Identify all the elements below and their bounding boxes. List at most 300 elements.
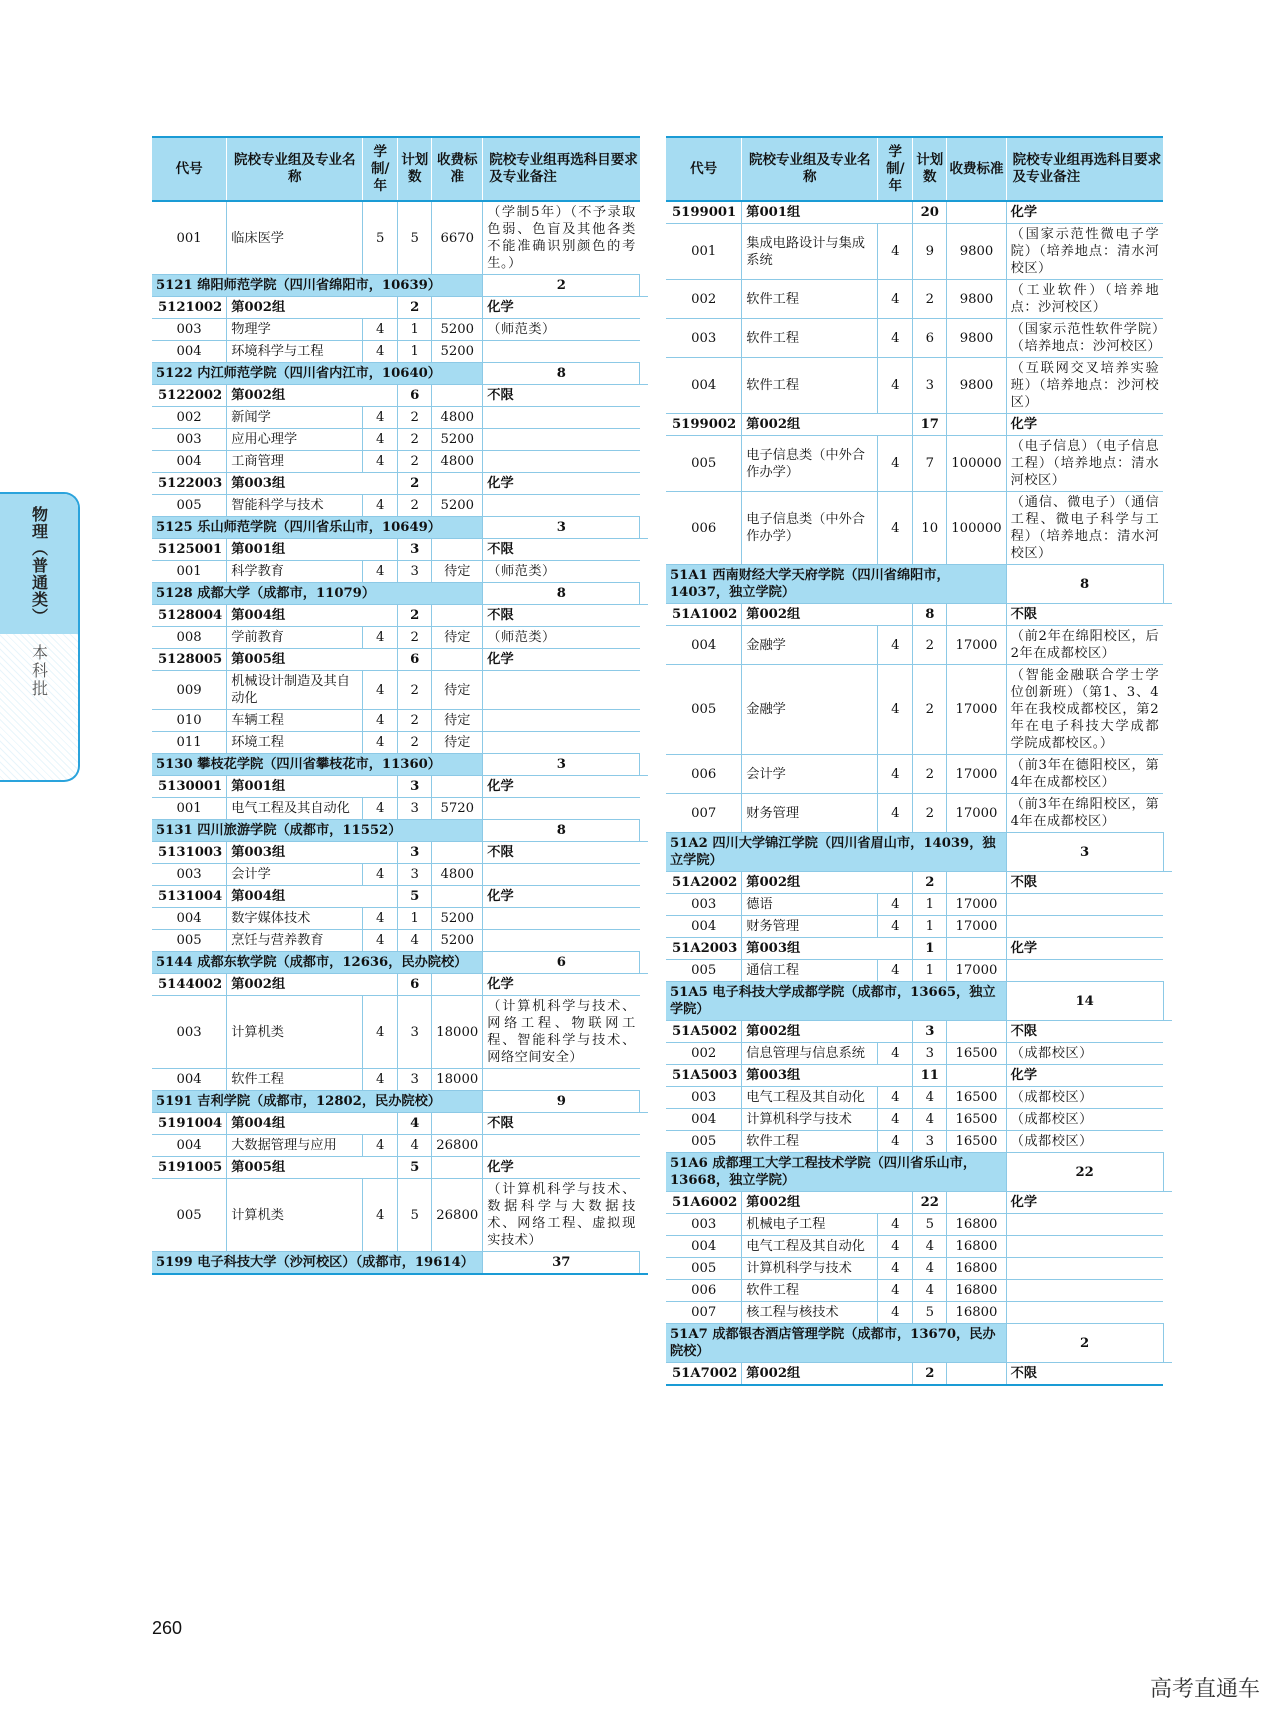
fee-cell <box>947 1065 1006 1087</box>
years-cell: 4 <box>363 1135 398 1157</box>
subject-requirement: 不限 <box>483 539 640 561</box>
major-code: 006 <box>666 492 742 565</box>
years-cell: 4 <box>878 224 913 280</box>
years-cell: 4 <box>363 732 398 754</box>
fee-cell <box>432 539 483 561</box>
years-cell: 4 <box>363 798 398 820</box>
major-code: 010 <box>152 710 227 732</box>
subject-requirement: 不限 <box>1006 1363 1163 1386</box>
header-notes: 院校专业组再选科目要求及专业备注 <box>483 137 640 201</box>
notes-cell: （师范类） <box>483 627 640 649</box>
fee-cell: 5720 <box>432 798 483 820</box>
fee-cell: 5200 <box>432 319 483 341</box>
major-code: 002 <box>666 1043 742 1065</box>
major-code: 008 <box>152 627 227 649</box>
group-code: 5191004 <box>152 1113 227 1135</box>
major-row <box>666 1087 1172 1109</box>
notes-cell <box>1163 565 1172 604</box>
major-row <box>152 671 648 710</box>
notes-cell <box>640 583 649 605</box>
plan-count: 6 <box>913 319 947 358</box>
notes-cell <box>483 429 640 451</box>
subject-requirement: 化学 <box>1006 201 1163 224</box>
years-cell: 4 <box>878 916 913 938</box>
fee-cell: 16500 <box>947 1109 1006 1131</box>
group-row <box>666 414 1172 436</box>
notes-cell: （国家示范性微电子学院）（培养地点：清水河校区） <box>1006 224 1163 280</box>
fee-cell: 18000 <box>432 1069 483 1091</box>
group-row <box>152 649 648 671</box>
notes-cell <box>640 952 649 974</box>
major-name: 财务管理 <box>742 916 878 938</box>
years-cell: 4 <box>878 1302 913 1324</box>
group-row <box>666 872 1172 894</box>
fee-cell: 17000 <box>947 755 1006 794</box>
right-column <box>666 136 1172 1386</box>
fee-cell: 待定 <box>432 627 483 649</box>
major-name: 计算机类 <box>227 1179 363 1252</box>
group-row <box>152 1157 648 1179</box>
plan-count: 3 <box>483 754 640 776</box>
notes-cell: （前2年在绵阳校区，后2年在成都校区） <box>1006 626 1163 665</box>
plan-count: 5 <box>398 1179 432 1252</box>
watermark: 高考直通车 <box>1150 1677 1261 1702</box>
group-name: 第003组 <box>227 473 398 495</box>
group-row <box>666 201 1172 224</box>
major-code: 002 <box>666 280 742 319</box>
notes-cell: （计算机科学与技术、数据科学与大数据技术、网络工程、虚拟现实技术） <box>483 1179 640 1252</box>
major-code: 001 <box>152 561 227 583</box>
plan-count: 5 <box>398 201 432 275</box>
group-code: 51A5002 <box>666 1021 742 1043</box>
group-name: 第002组 <box>742 1192 913 1214</box>
fee-cell: 26800 <box>432 1135 483 1157</box>
major-row <box>666 1258 1172 1280</box>
notes-cell <box>1163 833 1172 872</box>
group-code: 5125001 <box>152 539 227 561</box>
major-code: 003 <box>152 864 227 886</box>
years-cell: 4 <box>878 1109 913 1131</box>
major-name: 软件工程 <box>742 1131 878 1153</box>
fee-cell: 4800 <box>432 451 483 473</box>
fee-cell: 16800 <box>947 1214 1006 1236</box>
years-cell: 4 <box>363 996 398 1069</box>
header-code: 代号 <box>666 137 742 201</box>
group-name: 第003组 <box>742 1065 913 1087</box>
years-cell: 4 <box>363 1069 398 1091</box>
group-row <box>666 604 1172 626</box>
major-row <box>152 710 648 732</box>
group-name: 第005组 <box>227 1157 398 1179</box>
major-code: 005 <box>666 1258 742 1280</box>
institution-name: 5131 四川旅游学院（成都市，11552） <box>152 820 483 842</box>
years-cell: 4 <box>363 864 398 886</box>
table-body-left <box>152 201 648 1274</box>
plan-count: 2 <box>913 794 947 833</box>
admission-table-left <box>152 136 648 1275</box>
fee-cell <box>432 297 483 319</box>
subject-requirement: 化学 <box>483 297 640 319</box>
notes-cell <box>1006 1258 1163 1280</box>
notes-cell: （前3年在绵阳校区，第4年在成都校区） <box>1006 794 1163 833</box>
major-name: 电子信息类（中外合作办学） <box>742 492 878 565</box>
major-code: 004 <box>666 916 742 938</box>
major-row <box>152 1179 648 1252</box>
group-row <box>152 886 648 908</box>
plan-count: 3 <box>398 776 432 798</box>
notes-cell: （电子信息）（电子信息工程）（培养地点：清水河校区） <box>1006 436 1163 492</box>
years-cell: 4 <box>878 1280 913 1302</box>
major-code: 005 <box>152 930 227 952</box>
years-cell: 4 <box>878 1258 913 1280</box>
plan-count: 2 <box>398 473 432 495</box>
fee-cell: 17000 <box>947 626 1006 665</box>
years-cell: 4 <box>878 280 913 319</box>
group-code: 5144002 <box>152 974 227 996</box>
side-tab <box>0 492 80 782</box>
header-name: 院校专业组及专业名称 <box>227 137 363 201</box>
major-name: 会计学 <box>742 755 878 794</box>
major-code: 006 <box>666 755 742 794</box>
years-cell: 4 <box>878 960 913 982</box>
major-row <box>152 798 648 820</box>
major-row <box>666 1109 1172 1131</box>
major-code: 005 <box>666 1131 742 1153</box>
plan-count: 2 <box>398 605 432 627</box>
institution-name: 51A1 西南财经大学天府学院（四川省绵阳市，14037，独立学院） <box>666 565 1006 604</box>
plan-count: 8 <box>483 820 640 842</box>
years-cell: 4 <box>363 451 398 473</box>
notes-cell <box>483 864 640 886</box>
major-row <box>666 626 1172 665</box>
plan-count: 3 <box>1006 833 1163 872</box>
notes-cell: （成都校区） <box>1006 1043 1163 1065</box>
major-row <box>666 492 1172 565</box>
notes-cell <box>483 407 640 429</box>
major-name: 学前教育 <box>227 627 363 649</box>
group-name: 第002组 <box>742 604 913 626</box>
notes-cell <box>1006 894 1163 916</box>
plan-count: 2 <box>398 495 432 517</box>
institution-name: 51A2 四川大学锦江学院（四川省眉山市，14039，独立学院） <box>666 833 1006 872</box>
major-name: 软件工程 <box>227 1069 363 1091</box>
plan-count: 3 <box>398 864 432 886</box>
institution-row <box>152 363 648 385</box>
plan-count: 4 <box>913 1258 947 1280</box>
plan-count: 11 <box>913 1065 947 1087</box>
fee-cell: 5200 <box>432 930 483 952</box>
institution-row <box>152 754 648 776</box>
major-code: 001 <box>666 224 742 280</box>
fee-cell: 6670 <box>432 201 483 275</box>
subject-requirement: 不限 <box>1006 604 1163 626</box>
fee-cell <box>432 776 483 798</box>
notes-cell: （前3年在德阳校区，第4年在成都校区） <box>1006 755 1163 794</box>
plan-count: 3 <box>398 561 432 583</box>
fee-cell: 17000 <box>947 794 1006 833</box>
institution-row <box>666 1324 1172 1363</box>
header-years: 学制/年 <box>363 137 398 201</box>
fee-cell: 16500 <box>947 1087 1006 1109</box>
major-row <box>666 755 1172 794</box>
years-cell: 4 <box>363 561 398 583</box>
notes-cell <box>483 930 640 952</box>
group-code: 5199002 <box>666 414 742 436</box>
group-name: 第003组 <box>742 938 913 960</box>
notes-cell <box>483 671 640 710</box>
subject-requirement: 化学 <box>483 649 640 671</box>
major-code: 005 <box>666 665 742 755</box>
subject-requirement: 不限 <box>483 842 640 864</box>
years-cell: 4 <box>878 1236 913 1258</box>
major-code: 004 <box>666 1236 742 1258</box>
institution-row <box>152 583 648 605</box>
notes-cell <box>1163 982 1172 1021</box>
major-row <box>666 224 1172 280</box>
years-cell: 4 <box>878 492 913 565</box>
years-cell: 4 <box>363 627 398 649</box>
major-name: 财务管理 <box>742 794 878 833</box>
plan-count: 1 <box>913 894 947 916</box>
major-name: 电子信息类（中外合作办学） <box>742 436 878 492</box>
plan-count: 2 <box>913 280 947 319</box>
group-row <box>152 473 648 495</box>
major-name: 新闻学 <box>227 407 363 429</box>
major-row <box>152 627 648 649</box>
notes-cell <box>483 451 640 473</box>
institution-name: 5125 乐山师范学院（四川省乐山市，10649） <box>152 517 483 539</box>
plan-count: 2 <box>398 451 432 473</box>
years-cell: 4 <box>363 319 398 341</box>
group-code: 5131004 <box>152 886 227 908</box>
notes-cell <box>640 754 649 776</box>
group-code: 5191005 <box>152 1157 227 1179</box>
header-fee: 收费标准 <box>947 137 1006 201</box>
years-cell: 4 <box>878 1087 913 1109</box>
fee-cell <box>432 1113 483 1135</box>
major-code: 003 <box>666 319 742 358</box>
plan-count: 4 <box>398 930 432 952</box>
major-name: 工商管理 <box>227 451 363 473</box>
plan-count: 3 <box>398 996 432 1069</box>
major-code: 011 <box>152 732 227 754</box>
plan-count: 3 <box>913 1043 947 1065</box>
major-code: 001 <box>152 201 227 275</box>
fee-cell: 待定 <box>432 732 483 754</box>
subject-requirement: 化学 <box>483 473 640 495</box>
major-name: 核工程与核技术 <box>742 1302 878 1324</box>
institution-row <box>666 982 1172 1021</box>
notes-cell <box>483 732 640 754</box>
plan-count: 2 <box>483 275 640 297</box>
notes-cell: （学制5年）（不予录取色弱、色盲及其他各类不能准确识别颜色的考生。） <box>483 201 640 275</box>
years-cell: 4 <box>878 319 913 358</box>
notes-cell <box>640 363 649 385</box>
institution-name: 5122 内江师范学院（四川省内江市，10640） <box>152 363 483 385</box>
years-cell: 4 <box>363 341 398 363</box>
institution-name: 5128 成都大学（成都市，11079） <box>152 583 483 605</box>
institution-row <box>666 1153 1172 1192</box>
header-plan: 计划数 <box>398 137 432 201</box>
major-code: 004 <box>152 1135 227 1157</box>
plan-count: 5 <box>913 1214 947 1236</box>
major-name: 通信工程 <box>742 960 878 982</box>
group-name: 第005组 <box>227 649 398 671</box>
subject-requirement: 不限 <box>1006 1021 1163 1043</box>
fee-cell <box>947 1192 1006 1214</box>
notes-cell: （智能金融联合学士学位创新班）（第1、3、4年在我校成都校区，第2年在电子科技大学成都学院成都校区。） <box>1006 665 1163 755</box>
years-cell: 5 <box>363 201 398 275</box>
group-code: 51A6002 <box>666 1192 742 1214</box>
institution-row <box>152 1091 648 1113</box>
institution-name: 5199 电子科技大学（沙河校区）（成都市，19614） <box>152 1252 483 1275</box>
plan-count: 37 <box>483 1252 640 1275</box>
notes-cell: （成都校区） <box>1006 1109 1163 1131</box>
group-name: 第004组 <box>227 605 398 627</box>
group-row <box>666 1192 1172 1214</box>
major-code: 004 <box>152 908 227 930</box>
plan-count: 2 <box>398 627 432 649</box>
years-cell: 4 <box>878 436 913 492</box>
years-cell: 4 <box>363 407 398 429</box>
notes-cell <box>1006 1302 1163 1324</box>
notes-cell: （工业软件）（培养地点：沙河校区） <box>1006 280 1163 319</box>
notes-cell <box>640 1091 649 1113</box>
group-row <box>152 385 648 407</box>
notes-cell <box>1163 1324 1172 1363</box>
institution-row <box>152 952 648 974</box>
years-cell: 4 <box>878 1214 913 1236</box>
major-name: 会计学 <box>227 864 363 886</box>
major-name: 智能科学与技术 <box>227 495 363 517</box>
major-row <box>152 864 648 886</box>
major-row <box>152 451 648 473</box>
major-name: 车辆工程 <box>227 710 363 732</box>
plan-count: 9 <box>913 224 947 280</box>
major-code: 004 <box>666 626 742 665</box>
plan-count: 3 <box>913 1131 947 1153</box>
subject-requirement: 化学 <box>483 776 640 798</box>
major-name: 软件工程 <box>742 358 878 414</box>
left-column <box>152 136 648 1275</box>
major-row <box>666 1302 1172 1324</box>
notes-cell <box>483 341 640 363</box>
years-cell: 4 <box>363 429 398 451</box>
group-name: 第003组 <box>227 842 398 864</box>
side-tab-batch: 本科批 <box>0 634 78 782</box>
major-row <box>666 436 1172 492</box>
major-code: 007 <box>666 794 742 833</box>
fee-cell: 17000 <box>947 960 1006 982</box>
group-name: 第002组 <box>227 297 398 319</box>
notes-cell <box>1006 1280 1163 1302</box>
major-code: 005 <box>152 1179 227 1252</box>
major-code: 005 <box>666 960 742 982</box>
fee-cell <box>947 414 1006 436</box>
group-name: 第001组 <box>227 539 398 561</box>
years-cell: 4 <box>878 1131 913 1153</box>
major-code: 003 <box>152 429 227 451</box>
major-row <box>666 1236 1172 1258</box>
fee-cell: 16800 <box>947 1302 1006 1324</box>
fee-cell: 16800 <box>947 1236 1006 1258</box>
years-cell: 4 <box>363 930 398 952</box>
major-name: 大数据管理与应用 <box>227 1135 363 1157</box>
notes-cell: （通信、微电子）（通信工程、微电子科学与工程）（培养地点：清水河校区） <box>1006 492 1163 565</box>
plan-count: 4 <box>913 1280 947 1302</box>
major-code: 003 <box>666 1087 742 1109</box>
plan-count: 4 <box>398 1135 432 1157</box>
plan-count: 22 <box>1006 1153 1163 1192</box>
major-row <box>666 960 1172 982</box>
major-name: 电气工程及其自动化 <box>742 1087 878 1109</box>
institution-name: 51A6 成都理工大学工程技术学院（四川省乐山市，13668，独立学院） <box>666 1153 1006 1192</box>
major-name: 金融学 <box>742 626 878 665</box>
notes-cell: （成都校区） <box>1006 1131 1163 1153</box>
fee-cell <box>432 649 483 671</box>
major-name: 软件工程 <box>742 319 878 358</box>
fee-cell: 9800 <box>947 358 1006 414</box>
plan-count: 3 <box>398 1069 432 1091</box>
group-name: 第002组 <box>742 1363 913 1386</box>
major-code: 002 <box>152 407 227 429</box>
group-name: 第004组 <box>227 886 398 908</box>
plan-count: 22 <box>913 1192 947 1214</box>
group-row <box>666 1021 1172 1043</box>
plan-count: 2 <box>913 1363 947 1386</box>
plan-count: 2 <box>913 626 947 665</box>
major-row <box>152 1069 648 1091</box>
notes-cell <box>483 908 640 930</box>
plan-count: 8 <box>1006 565 1163 604</box>
years-cell: 4 <box>878 1043 913 1065</box>
group-code: 5122003 <box>152 473 227 495</box>
major-row <box>666 319 1172 358</box>
major-code: 004 <box>666 1109 742 1131</box>
plan-count: 1 <box>913 960 947 982</box>
major-name: 电气工程及其自动化 <box>227 798 363 820</box>
group-code: 51A2002 <box>666 872 742 894</box>
institution-row <box>152 820 648 842</box>
subject-requirement: 化学 <box>1006 1192 1163 1214</box>
institution-row <box>152 275 648 297</box>
major-row <box>666 1043 1172 1065</box>
fee-cell <box>432 842 483 864</box>
notes-cell <box>1006 960 1163 982</box>
institution-name: 5144 成都东软学院（成都市，12636，民办院校） <box>152 952 483 974</box>
header-fee: 收费标准 <box>432 137 483 201</box>
fee-cell <box>947 1021 1006 1043</box>
major-row <box>152 201 648 275</box>
group-name: 第002组 <box>227 974 398 996</box>
fee-cell <box>432 605 483 627</box>
plan-count: 6 <box>398 385 432 407</box>
subject-requirement: 化学 <box>1006 938 1163 960</box>
notes-cell <box>483 495 640 517</box>
plan-count: 2 <box>1006 1324 1163 1363</box>
years-cell: 4 <box>363 671 398 710</box>
notes-cell <box>640 517 649 539</box>
group-row <box>152 842 648 864</box>
plan-count: 5 <box>913 1302 947 1324</box>
group-name: 第002组 <box>742 872 913 894</box>
major-row <box>666 665 1172 755</box>
group-code: 5131003 <box>152 842 227 864</box>
plan-count: 3 <box>913 358 947 414</box>
fee-cell: 16800 <box>947 1258 1006 1280</box>
notes-cell <box>1006 916 1163 938</box>
institution-row <box>152 1252 648 1275</box>
